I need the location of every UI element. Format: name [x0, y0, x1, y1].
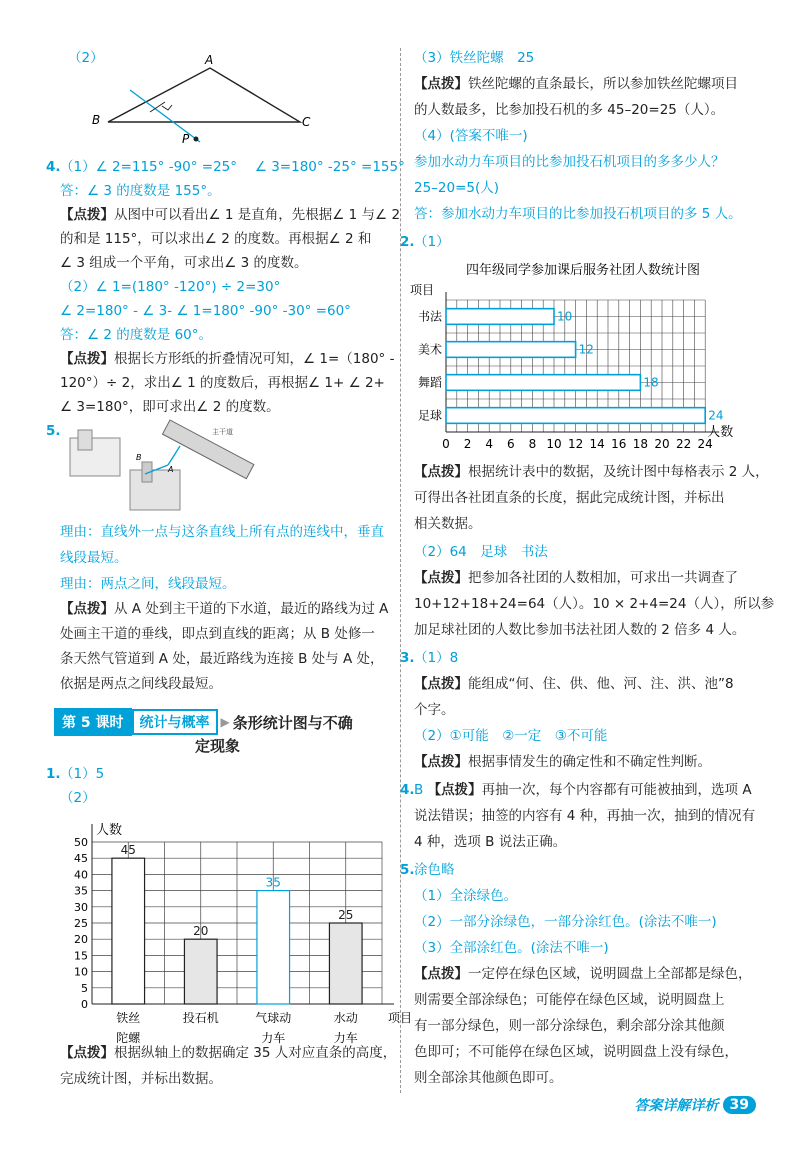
category-label: 书法 [417, 309, 442, 324]
bar-value-label: 10 [557, 309, 573, 324]
bar-value-label: 25 [338, 908, 354, 922]
q2-part2: （2）64 足球 书法 [414, 544, 548, 560]
page-footer [635, 1095, 756, 1115]
x-tick-label: 10 [546, 437, 562, 451]
y-tick-label: 50 [74, 836, 88, 849]
q3-part4: （4）(答案不唯一) [414, 128, 528, 144]
q1-tip-line2: 完成统计图，并标出数据。 [60, 1071, 222, 1087]
vertical-bar-chart [52, 812, 413, 1047]
line-a-to-road [168, 446, 180, 465]
bar-value-label: 45 [120, 843, 136, 858]
triangle-figure [90, 50, 330, 145]
tip-label: 【点拨】 [414, 464, 468, 480]
y-tick-label: 25 [74, 917, 88, 930]
arrow-icon: ▶ [220, 715, 230, 729]
q4-number: 4. [46, 159, 61, 175]
q2-tip1: 【点拨】根据统计表中的数据，及统计图中每格表示 2 人， [414, 464, 769, 480]
bar-value-label: 20 [193, 924, 209, 939]
y-axis-label: 人数 [96, 823, 123, 838]
bar-2 [446, 342, 576, 358]
tip-label: 【点拨】 [60, 351, 114, 367]
q5b-tip: 【点拨】一定停在绿色区域，说明圆盘上全部都是绿色， [414, 966, 752, 982]
tip-label: 【点拨】 [60, 207, 114, 223]
q4-line3: （2）∠ 1=(180° -120°) ÷ 2=30° [60, 279, 281, 295]
tip-label: 【点拨】 [414, 76, 468, 92]
q4-tip2-line2: 120°）÷ 2，求出∠ 1 的度数后，再根据∠ 1+ ∠ 2+ [60, 375, 385, 391]
right-angle-mark [162, 105, 172, 110]
q3-calc: 25–20=5(人) [414, 180, 500, 196]
category-label: 力车 [333, 1031, 358, 1045]
q5b-part1: （1）全涂绿色。 [414, 888, 518, 904]
y-tick-label: 20 [74, 933, 88, 947]
q3-tip: 【点拨】铁丝陀螺的直条最长，所以参加铁丝陀螺项目 [414, 76, 738, 92]
tip-label: 【点拨】 [414, 754, 468, 770]
q1-part2: （2） [60, 790, 96, 806]
point-p [194, 137, 199, 142]
q2-number: 2. [400, 234, 415, 250]
q2-tip2-line3: 加足球社团的人数比参加书法社团人数的 2 倍多 4 人。 [414, 622, 746, 638]
tip-label: 【点拨】 [60, 1045, 114, 1061]
q2-part1: （1） [414, 234, 450, 250]
tip-label: 【点拨】 [414, 966, 468, 982]
q5-reason2: 理由：两点之间，线段最短。 [60, 576, 236, 592]
q5-tip-line2: 处画主干道的垂线，即点到直线的距离；从 B 处修一 [60, 626, 375, 642]
perpendicular-line [130, 90, 200, 142]
q4b-line2: 说法错误；抽签的内容有 4 种，再抽一次，抽到的情况有 [414, 808, 756, 824]
q3-tip-line2: 的人数最多，比参加投石机的多 45–20=25（人）。 [414, 102, 725, 118]
q3b-part2: （2）①可能 ②一定 ③不可能 [414, 728, 608, 744]
q1-tip: 【点拨】根据纵轴上的数据确定 35 人对应直条的高度， [60, 1045, 397, 1061]
x-axis-label: 项目 [388, 1011, 413, 1025]
bar-2 [184, 939, 217, 1004]
x-tick-label: 16 [611, 437, 627, 451]
y-tick-label: 30 [74, 900, 88, 914]
y-tick-label: 5 [81, 981, 88, 995]
q4b-line1: B 【点拨】再抽一次，每个内容都有可能被抽到，选项 A [414, 782, 752, 798]
q4-tip2-line3: ∠ 3=180°，即可求出∠ 2 的度数。 [60, 399, 280, 415]
tip-label: 【点拨】 [414, 570, 468, 586]
tip-label: 【点拨】 [60, 601, 114, 617]
category-label: 舞蹈 [417, 375, 442, 390]
q5b-part3: （3）全部涂红色。(涂法不唯一) [414, 940, 609, 956]
y-tick-label: 15 [74, 949, 88, 963]
label-b: B [92, 113, 101, 127]
x-tick-label: 4 [485, 437, 494, 451]
q5-reason1-line2: 线段最短。 [60, 550, 128, 566]
category-label: 力车 [261, 1031, 286, 1045]
q3-question: 参加水动力车项目的比参加投石机项目的多多少人？ [414, 154, 725, 170]
q4-tip1-line3: ∠ 3 组成一个平角，可求出∠ 3 的度数。 [60, 255, 308, 271]
q2-tip2-line2: 10+12+18+24=64（人）。10 × 2+4=24（人），所以参 [414, 596, 775, 612]
x-tick-label: 20 [654, 437, 670, 451]
q4-tip2: 【点拨】根据长方形纸的折叠情况可知，∠ 1=（180° - [60, 351, 395, 367]
bar-4 [446, 408, 705, 424]
x-tick-label: 6 [506, 437, 515, 451]
y-tick-label: 40 [74, 868, 88, 882]
q5b-part2: （2）一部分涂绿色，一部分涂红色。(涂法不唯一) [414, 914, 717, 930]
category-label: 铁丝 [116, 1011, 141, 1025]
point-a-label: A [168, 465, 174, 474]
q5b-tip-line4: 色即可；不可能停在绿色区域，说明圆盘上没有绿色， [414, 1044, 738, 1060]
q5-tip: 【点拨】从 A 处到主干道的下水道，最近的路线为过 A [60, 601, 389, 617]
x-tick-label: 14 [589, 437, 605, 451]
bar-1 [446, 309, 554, 325]
x-tick-label: 24 [697, 437, 713, 451]
bar-1 [112, 858, 145, 1004]
label-a: A [205, 53, 214, 67]
column-divider [400, 48, 401, 1093]
bar-value-label: 35 [265, 875, 281, 890]
road-label: 主干道 [212, 428, 233, 436]
label-p: P [182, 132, 190, 146]
category-label: 投石机 [182, 1011, 219, 1025]
category-label: 美术 [417, 342, 442, 357]
x-tick-label: 12 [567, 437, 584, 451]
building-tower [78, 430, 92, 450]
bar-3 [446, 375, 640, 391]
q4-line1: （1）∠ 2=115° -90° =25° ∠ 3=180° -25° =155° [60, 159, 405, 175]
page-number: 39 [723, 1096, 756, 1114]
category-label: 水动 [333, 1011, 358, 1025]
x-tick-label: 8 [528, 437, 537, 451]
q5b-tip-line3: 有一部分绿色，则一部分涂绿色，剩余部分涂其他颜 [414, 1018, 725, 1034]
q5-tip-line3: 条天然气管道到 A 处，最近路线为连接 B 处与 A 处， [60, 651, 384, 667]
lesson-unit-badge: 统计与概率 [132, 709, 218, 735]
q3b-part1: （1）8 [414, 650, 459, 666]
x-tick-label: 2 [463, 437, 472, 451]
q4b-line3: 4 种，选项 B 说法正确。 [414, 834, 567, 850]
q2-tip1-line3: 相关数据。 [414, 516, 482, 532]
q5-number: 5. [46, 423, 61, 439]
q1-part1: （1）5 [60, 766, 105, 782]
q3-part3: （3）铁丝陀螺 25 [414, 50, 535, 66]
tip-label: 【点拨】 [414, 676, 468, 692]
bar-4 [329, 923, 362, 1004]
category-label: 陀螺 [116, 1031, 141, 1045]
q1-number: 1. [46, 766, 61, 782]
q5b-tip-line5: 则全部涂其他颜色即可。 [414, 1070, 563, 1086]
q3b-tip1: 【点拨】能组成“何、住、供、他、河、注、洪、池”8 [414, 676, 734, 692]
q5-reason1: 理由：直线外一点与这条直线上所有点的连线中，垂直 [60, 524, 384, 540]
q4-line4: ∠ 2=180° - ∠ 3- ∠ 1=180° -90° -30° =60° [60, 303, 351, 319]
q3-answer: 答：参加水动力车项目的比参加投石机项目的多 5 人。 [414, 206, 742, 222]
q5-tip-line4: 依据是两点之间线段最短。 [60, 676, 222, 692]
bar-value-label: 18 [643, 375, 659, 390]
y-tick-label: 0 [81, 998, 88, 1011]
bar-value-label: 12 [578, 342, 594, 357]
q4-tip1-line2: 的和是 115°，可以求出∠ 2 的度数。再根据∠ 2 和 [60, 231, 372, 247]
q2-tip2: 【点拨】把参加各社团的人数相加，可求出一共调查了 [414, 570, 738, 586]
y-axis-label: 项目 [410, 283, 435, 297]
q4-tip1: 【点拨】从图中可以看出∠ 1 是直角，先根据∠ 1 与∠ 2 [60, 207, 401, 223]
category-label: 气球动 [255, 1011, 292, 1025]
q5b-tip-line2: 则需要全部涂绿色；可能停在绿色区域，说明圆盘上 [414, 992, 725, 1008]
lesson-header [54, 708, 353, 736]
y-tick-label: 10 [74, 965, 88, 979]
lesson-number-badge: 第 5 课时 [54, 708, 132, 736]
q4b-number: 4. [400, 782, 415, 798]
label-c: C [302, 115, 311, 129]
category-label: 足球 [417, 408, 442, 423]
q5b-intro: 涂色略 [414, 862, 455, 878]
horizontal-bar-chart [408, 256, 758, 464]
q5b-number: 5. [400, 862, 415, 878]
q3b-tip2: 【点拨】根据事情发生的确定性和不确定性判断。 [414, 754, 711, 770]
point-b-label: B [136, 453, 142, 462]
lesson-title-line2: 定现象 [195, 737, 241, 755]
q3-part2-label: （2） [68, 50, 104, 66]
y-tick-label: 35 [74, 884, 88, 898]
bar-3 [257, 891, 290, 1004]
road-figure [70, 420, 270, 510]
footer-text: 答案详解详析 [634, 1098, 719, 1114]
q3b-tip1-line2: 个字。 [414, 702, 455, 718]
q2-tip1-line2: 可得出各社团直条的长度，据此完成统计图，并标出 [414, 490, 725, 506]
building-b [130, 470, 180, 510]
x-tick-label: 18 [632, 437, 649, 451]
q4-answer1: 答：∠ 3 的度数是 155°。 [60, 183, 221, 199]
chart-title: 四年级同学参加课后服务社团人数统计图 [465, 263, 701, 278]
x-axis-label: 人数 [707, 425, 734, 440]
bar-value-label: 24 [708, 408, 724, 423]
q3b-number: 3. [400, 650, 415, 666]
q4-answer2: 答：∠ 2 的度数是 60°。 [60, 327, 212, 343]
y-tick-label: 45 [74, 852, 88, 866]
tip-label: 【点拨】 [427, 782, 482, 798]
x-tick-label: 0 [442, 437, 450, 451]
lesson-title: 条形统计图与不确 [232, 713, 353, 732]
x-tick-label: 22 [675, 437, 692, 451]
